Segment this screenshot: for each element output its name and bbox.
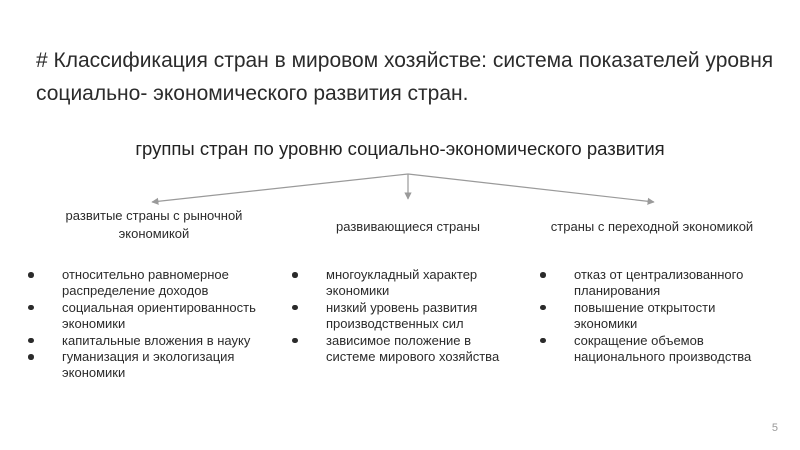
developed-features-list	[24, 267, 280, 382]
list-item: социальная ориентированность экономики	[24, 300, 280, 333]
list-item: многоукладный характер экономики	[288, 267, 516, 300]
list-item: относительно равномерное распределение доходов	[24, 267, 280, 300]
list-item: гуманизация и экологизация экономики	[24, 349, 280, 382]
developing-features-list	[288, 267, 516, 365]
page-number: 5	[771, 422, 778, 434]
list-item: отказ от централизованного планирования	[536, 267, 768, 300]
arrow-right	[408, 174, 654, 202]
list-item: капитальные вложения в науку	[24, 333, 280, 349]
list-item: низкий уровень развития производственных сил	[288, 300, 516, 333]
arrow-left	[152, 174, 408, 202]
list-item: сокращение объемов национального производства	[536, 333, 768, 366]
column-heading-developing: развивающиеся страны	[336, 219, 480, 234]
diagram-heading: группы стран по уровню социально-экономического развития	[135, 138, 665, 159]
transition-features-list	[536, 267, 768, 365]
list-item: повышение открытости экономики	[536, 300, 768, 333]
slide-title: # Классификация стран в мировом хозяйстве: система показателей уровня социально- экономического развития стран.	[36, 49, 774, 105]
column-heading-developed: развитые страны с рыночной экономикой	[65, 208, 243, 241]
list-item: зависимое положение в системе мирового хозяйства	[288, 333, 516, 366]
column-heading-transition: страны с переходной экономикой	[550, 219, 754, 234]
